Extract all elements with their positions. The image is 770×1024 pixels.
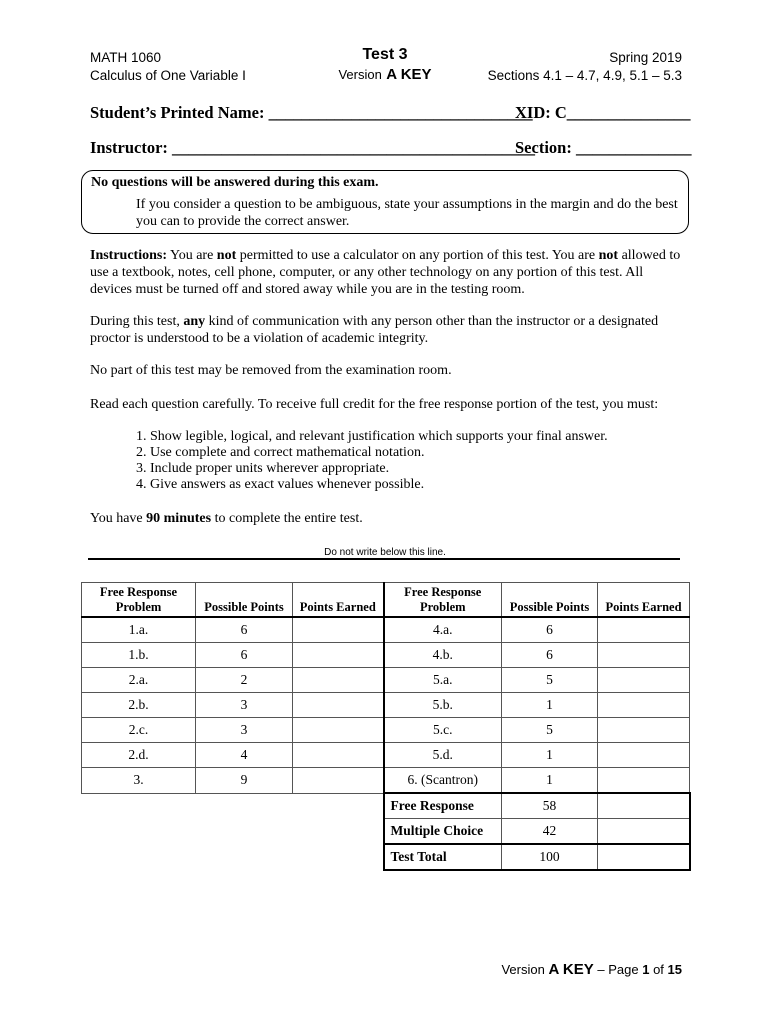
header-possible-points: Possible Points [502,583,598,618]
time-text: to complete the entire test. [211,511,363,526]
grade-table [81,582,691,871]
header-problem: Free Response Problem [82,583,196,618]
points-cell: 1 [502,693,598,718]
footer-page-total: 15 [667,962,682,977]
total-points: 58 [502,793,598,819]
requirement-item: 4. Give answers as exact values whenever possible. [136,477,425,492]
earned-cell[interactable] [293,768,384,794]
points-cell: 6 [502,643,598,668]
table-row [82,743,690,768]
time-text: You have [90,511,147,526]
course-code: MATH 1060 [90,50,162,65]
integrity-line2: proctor is understood to be a violation of academic integrity. [90,331,429,346]
requirement-item: 1. Show legible, logical, and relevant justification which supports your final answer. [136,429,608,444]
notice-heading: No questions will be answered during this exam. [91,175,379,190]
problem-cell: 2.b. [82,693,196,718]
instructions-line2: use a textbook, notes, cell phone, computer, or any other technology on any portion of this test. All [90,265,644,280]
earned-cell[interactable] [598,643,690,668]
problem-cell: 5.b. [384,693,502,718]
footer-version-label: Version [501,962,545,977]
total-label: Free Response [384,793,502,819]
earned-cell[interactable] [598,743,690,768]
instructions-emphasis: not [598,248,619,263]
total-points: 42 [502,819,598,845]
points-cell: 4 [196,743,293,768]
term: Spring 2019 [609,50,682,65]
test-title: Test 3 [362,46,408,63]
earned-cell[interactable] [293,643,384,668]
header-problem: Free Response Problem [384,583,502,618]
footer-page-number: 1 [642,962,650,977]
points-cell: 1 [502,768,598,794]
problem-cell: 1.a. [82,617,196,643]
problem-cell: 6. (Scantron) [384,768,502,794]
points-cell: 2 [196,668,293,693]
footer-version-key: A KEY [548,961,594,978]
instructions-line3: devices must be turned off and stored away while you are in the testing room. [90,282,525,297]
footer-of: of [653,962,664,977]
integrity-text: kind of communication with any person other than the instructor or a designated [205,314,659,329]
total-label: Multiple Choice [384,819,502,845]
student-name-field[interactable]: Student’s Printed Name: ________________________________ [90,103,533,122]
problem-cell: 2.c. [82,718,196,743]
points-cell: 1 [502,743,598,768]
points-cell: 6 [196,617,293,643]
points-cell: 5 [502,668,598,693]
points-cell: 3 [196,693,293,718]
total-earned[interactable] [598,819,690,845]
earned-cell[interactable] [598,768,690,794]
instructions-text: allowed to [618,248,681,263]
problem-cell: 5.d. [384,743,502,768]
sections: Sections 4.1 – 4.7, 4.9, 5.1 – 5.3 [487,68,682,83]
problem-cell: 2.d. [82,743,196,768]
points-cell: 6 [502,617,598,643]
notice-text-line1: If you consider a question to be ambiguous, state your assumptions in the margin and do the best [136,197,678,212]
total-row [82,793,690,819]
earned-cell[interactable] [293,693,384,718]
total-row [82,844,690,870]
requirement-item: 3. Include proper units wherever appropriate. [136,461,390,476]
earned-cell[interactable] [293,718,384,743]
total-row [82,819,690,845]
earned-cell[interactable] [293,743,384,768]
header-possible-points: Possible Points [196,583,293,618]
table-row [82,768,690,794]
instructions-emphasis: not [216,248,237,263]
problem-cell: 5.a. [384,668,502,693]
requirement-item: 2. Use complete and correct mathematical notation. [136,445,425,460]
footer-page-label: – Page [597,962,639,977]
divider-text: Do not write below this line. [324,547,446,558]
problem-cell: 5.c. [384,718,502,743]
problem-cell: 4.a. [384,617,502,643]
instructions-text: permitted to use a calculator on any portion of this test. You are [236,248,599,263]
table-row [82,718,690,743]
notice-text-line2: you can to provide the correct answer. [136,214,350,229]
points-cell: 5 [502,718,598,743]
instructor-field[interactable]: Instructor: ____________________________________________ [90,138,536,157]
instructions-text: You are [167,248,217,263]
time-limit [90,510,363,527]
points-cell: 3 [196,718,293,743]
header-points-earned: Points Earned [598,583,690,618]
table-row [82,617,690,643]
header-points-earned: Points Earned [293,583,384,618]
time-emphasis: 90 minutes [146,511,212,526]
table-row [82,668,690,693]
version-line [330,66,440,84]
total-earned[interactable] [598,844,690,870]
spacer [82,793,384,819]
earned-cell[interactable] [598,718,690,743]
removal-rule: No part of this test may be removed from the examination room. [90,363,452,378]
read-carefully: Read each question carefully. To receive full credit for the free response portion of the test, you must: [90,397,659,412]
points-cell: 9 [196,768,293,794]
integrity-emphasis: any [183,314,206,329]
earned-cell[interactable] [293,668,384,693]
instructions-lead: Instructions: [90,248,168,263]
integrity-text: During this test, [90,314,184,329]
page-footer [501,961,682,978]
spacer [82,819,384,845]
divider-line [88,558,680,560]
total-earned[interactable] [598,793,690,819]
problem-cell: 4.b. [384,643,502,668]
earned-cell[interactable] [293,617,384,643]
spacer [82,844,384,870]
total-label: Test Total [384,844,502,870]
problem-cell: 2.a. [82,668,196,693]
xid-field[interactable]: XID: C_______________ [515,103,691,122]
integrity-line1 [90,313,658,330]
problem-cell: 3. [82,768,196,794]
earned-cell[interactable] [598,617,690,643]
version-label: Version [338,67,382,82]
earned-cell[interactable] [598,693,690,718]
course-name: Calculus of One Variable I [90,68,246,83]
table-row [82,693,690,718]
points-cell: 6 [196,643,293,668]
version-key: A KEY [386,66,432,83]
total-points: 100 [502,844,598,870]
instructions-line1 [90,247,680,264]
problem-cell: 1.b. [82,643,196,668]
table-row [82,643,690,668]
section-field[interactable]: Section: ______________ [515,138,692,157]
earned-cell[interactable] [598,668,690,693]
